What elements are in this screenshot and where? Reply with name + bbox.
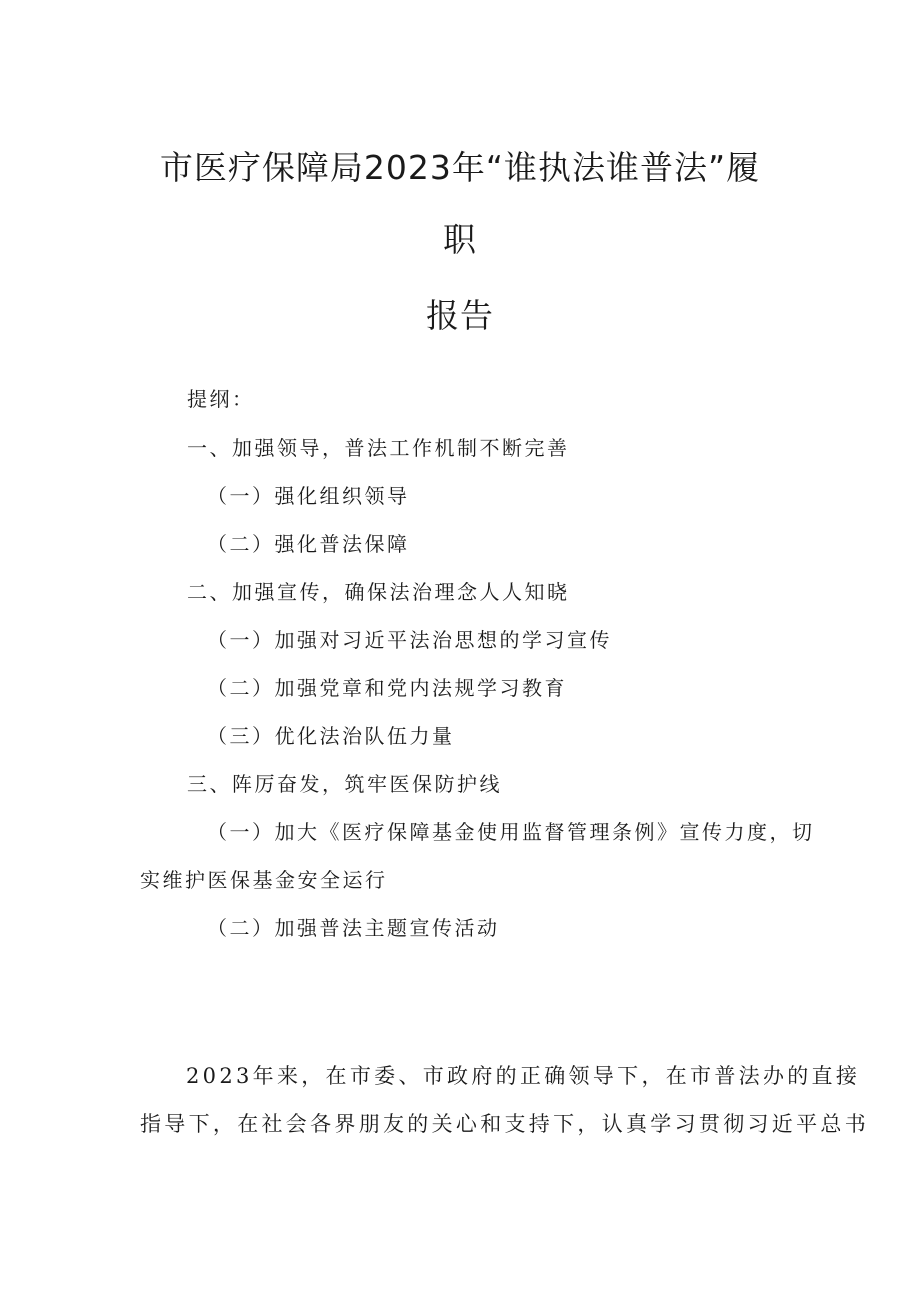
outline-subitem-2-3: （三）优化法治队伍力量 bbox=[207, 724, 455, 748]
outline-heading-2: 二、加强宣传，确保法治理念人人知晓 bbox=[187, 580, 570, 604]
outline-subitem-1-2: （二）强化普法保障 bbox=[207, 532, 410, 556]
outline-subitem-3-1-continued: 实维护医保基金安全运行 bbox=[140, 868, 388, 892]
outline-subitem-3-1: （一）加大《医疗保障基金使用监督管理条例》宣传力度，切 bbox=[207, 820, 815, 844]
outline-subitem-2-1: （一）加强对习近平法治思想的学习宣传 bbox=[207, 628, 612, 652]
outline-subitem-1-1: （一）强化组织领导 bbox=[207, 484, 410, 508]
document-title-line-1: 市医疗保障局2023年“谁执法谁普法”履 bbox=[159, 148, 761, 187]
outline-subitem-3-2: （二）加强普法主题宣传活动 bbox=[207, 916, 500, 940]
outline-heading-3: 三、阵厉奋发，筑牢医保防护线 bbox=[187, 772, 502, 796]
document-title-line-2: 职 bbox=[443, 220, 477, 259]
outline-label: 提纲： bbox=[187, 387, 255, 411]
outline-subitem-2-2: （二）加强党章和党内法规学习教育 bbox=[207, 676, 567, 700]
outline-heading-1: 一、加强领导，普法工作机制不断完善 bbox=[187, 436, 570, 460]
body-paragraph-line-1: 2023年来，在市委、市政府的正确领导下，在市普法办的直接 bbox=[186, 1064, 861, 1088]
body-paragraph-line-2: 指导下，在社会各界朋友的关心和支持下，认真学习贯彻习近平总书 bbox=[140, 1112, 869, 1136]
document-title-line-3: 报告 bbox=[426, 296, 494, 335]
